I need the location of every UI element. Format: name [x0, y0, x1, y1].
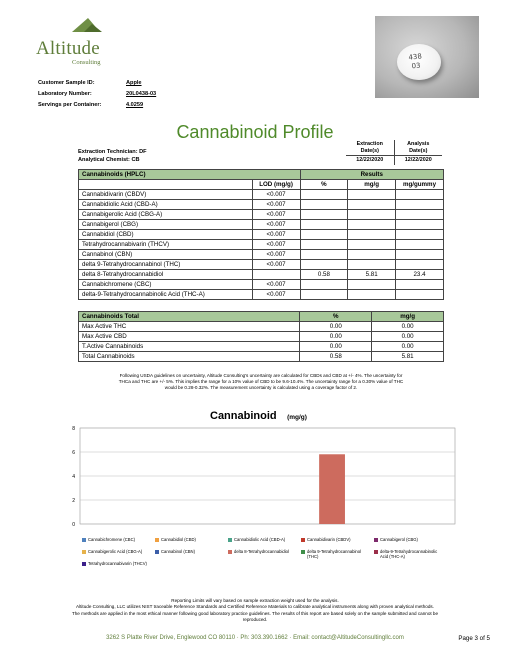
section-header: Cannabinoids (HPLC) — [79, 170, 301, 180]
analyte-name: Cannabidiolic Acid (CBD-A) — [79, 200, 253, 210]
legend-label: Cannabidiol (CBD) — [161, 537, 196, 542]
y-tick-label: 2 — [72, 498, 75, 504]
totals-row — [79, 332, 444, 342]
table-row — [79, 290, 444, 300]
lod-value: <0.007 — [252, 190, 300, 200]
legend-label: delta-9-Tetrahydrocannabinolic Acid (THC-A) — [380, 549, 438, 559]
lod-value: <0.007 — [252, 210, 300, 220]
mggummy-value — [396, 220, 444, 230]
pct-value — [300, 220, 348, 230]
pct-value — [300, 280, 348, 290]
y-tick-label: 6 — [72, 450, 75, 456]
pct-value — [300, 290, 348, 300]
table-row — [79, 220, 444, 230]
total-mgg: 0.00 — [372, 342, 444, 352]
lod-value: <0.007 — [252, 200, 300, 210]
legend-swatch — [228, 538, 232, 542]
legend-label: Cannabichromene (CBC) — [88, 537, 136, 542]
legend-item — [234, 549, 299, 554]
legend-item — [234, 537, 299, 542]
chart-unit: (mg/g) — [287, 414, 307, 421]
footer-line-3: The methods are applied in the most ethical manner following good laboratory practice guidelines. The results of this report are based solely on the sample submitted and cannot be — [71, 610, 439, 616]
cannabinoid-table — [78, 169, 444, 300]
lod-value: <0.007 — [252, 250, 300, 260]
mggummy-value — [396, 230, 444, 240]
sample-photo — [375, 16, 479, 98]
uncertainty-line-2: THCa and THC are +/- 5%. This implies the range for a 10% value of CBD to be 9.6-10.4%. The uncertainty range for a 0.30% value of THC — [118, 379, 404, 384]
legend-swatch — [82, 562, 86, 566]
totals-row — [79, 322, 444, 332]
legend-label: Cannabigerol (CBG) — [380, 537, 418, 542]
mggummy-value — [396, 190, 444, 200]
table-row — [79, 250, 444, 260]
pct-value — [300, 230, 348, 240]
footer-line-2: Altitude Consulting, LLC utilizes NIST traceable Reference Standards and Certified Reference Materials to calibrate analytical instruments along with proven analytical methods. — [76, 604, 434, 610]
footer-line-4: reproduced. — [242, 616, 268, 622]
col-name — [79, 180, 253, 190]
analyte-name: Cannabidivarin (CBDV) — [79, 190, 253, 200]
legend-swatch — [82, 550, 86, 554]
legend-item — [307, 549, 372, 559]
footer-address: 3262 S Platte River Drive, Englewood CO 80110 · Ph: 303.390.1662 · Email: contact@AltitudeConsultingllc.com — [106, 635, 404, 641]
analytical-chemist: Analytical Chemist: CB — [78, 157, 140, 163]
legend-swatch — [301, 538, 305, 542]
pct-value — [300, 260, 348, 270]
jar-label-line1: 438 — [408, 52, 423, 62]
total-name: Max Active THC — [79, 322, 300, 332]
jar-label-line2: 03 — [411, 61, 421, 71]
table-row — [79, 190, 444, 200]
chart-legend — [82, 537, 472, 587]
legend-swatch — [301, 550, 305, 554]
mggummy-value — [396, 200, 444, 210]
analysis-date-label-2: Date(s) — [409, 147, 428, 154]
y-tick-label: 8 — [72, 426, 75, 432]
mgg-value — [348, 290, 396, 300]
sample-jar — [397, 44, 441, 80]
legend-label: delta 9-Tetrahydrocannabinol (THC) — [307, 549, 362, 559]
mggummy-value — [396, 240, 444, 250]
page-number: Page 3 of 5 — [458, 635, 490, 642]
legend-swatch — [155, 538, 159, 542]
table-row — [79, 260, 444, 270]
legend-item — [307, 537, 372, 542]
analyte-name: Cannabigerolic Acid (CBG-A) — [79, 210, 253, 220]
mgg-value: 5.81 — [348, 270, 396, 280]
mgg-value — [348, 200, 396, 210]
pct-value — [300, 190, 348, 200]
legend-swatch — [82, 538, 86, 542]
analyte-name: Cannabigerol (CBG) — [79, 220, 253, 230]
table-row — [79, 210, 444, 220]
col-mggummy: mg/gummy — [396, 180, 444, 190]
legend-item — [88, 561, 153, 566]
y-tick-label: 4 — [72, 474, 75, 480]
totals-table — [78, 311, 444, 362]
lod-value: <0.007 — [252, 220, 300, 230]
legend-swatch — [374, 538, 378, 542]
col-lod: LOD (mg/g) — [252, 180, 300, 190]
lod-value — [252, 270, 300, 280]
extraction-date: 12/22/2020 — [346, 156, 394, 165]
legend-swatch — [155, 550, 159, 554]
pct-value — [300, 240, 348, 250]
totals-col-pct: % — [300, 312, 372, 322]
legend-label: Cannabigerolic Acid (CBG-A) — [88, 549, 143, 554]
totals-header: Cannabinoids Total — [79, 312, 300, 322]
mgg-value — [348, 250, 396, 260]
analyte-name: Cannabidiol (CBD) — [79, 230, 253, 240]
mgg-value — [348, 210, 396, 220]
lod-value: <0.007 — [252, 240, 300, 250]
mggummy-value: 23.4 — [396, 270, 444, 280]
legend-label: Cannabinol (CBN) — [161, 549, 195, 554]
customer-sample-id: Apple — [126, 80, 142, 86]
pct-value — [300, 250, 348, 260]
mggummy-value — [396, 290, 444, 300]
total-mgg: 0.00 — [372, 332, 444, 342]
legend-swatch — [374, 550, 378, 554]
total-mgg: 5.81 — [372, 352, 444, 362]
table-row — [79, 280, 444, 290]
extraction-date-label-2: Date(s) — [360, 147, 379, 154]
uncertainty-line-1: Following USDA guidelines on uncertainty, Altitude Consulting's uncertainty are calculated for CBDs and CBD at +/- 4%. The uncertainty for — [119, 373, 403, 378]
legend-item — [161, 537, 226, 542]
servings-value: 4.0259 — [126, 102, 144, 108]
column-header-row — [79, 180, 444, 190]
totals-col-mgg: mg/g — [372, 312, 444, 322]
legend-label: delta 8-Tetrahydrocannabidiol — [234, 549, 289, 554]
analyte-name: delta-9-Tetrahydrocannabinolic Acid (THC-A) — [79, 290, 253, 300]
mggummy-value — [396, 280, 444, 290]
total-pct: 0.00 — [300, 332, 372, 342]
mggummy-value — [396, 260, 444, 270]
legend-item — [380, 537, 445, 542]
totals-row — [79, 352, 444, 362]
extraction-date-label: Extraction — [356, 141, 383, 147]
table-row — [79, 230, 444, 240]
pct-value: 0.58 — [300, 270, 348, 280]
pct-value — [300, 200, 348, 210]
footer-notes — [0, 598, 510, 623]
total-pct: 0.00 — [300, 342, 372, 352]
dates-box — [346, 140, 442, 165]
mgg-value — [348, 220, 396, 230]
legend-item — [88, 537, 153, 542]
brand-name: Altitude — [36, 38, 100, 59]
mgg-value — [348, 190, 396, 200]
lod-value: <0.007 — [252, 230, 300, 240]
total-name: T.Active Cannabinoids — [79, 342, 300, 352]
bar-7 — [319, 454, 345, 524]
analyte-name: Cannabichromene (CBC) — [79, 280, 253, 290]
footer-line-1: Reporting Limits will vary based on sample extraction weight used for the analysis. — [171, 598, 339, 603]
lab-number-label: Laboratory Number: — [38, 91, 92, 97]
extraction-technician: Extraction Technician: DF — [78, 149, 147, 155]
legend-label: Tetrahydrocannabivarin (THCV) — [88, 561, 147, 566]
legend-item — [380, 549, 445, 559]
legend-label: Cannabidiolic Acid (CBD-A) — [234, 537, 286, 542]
pct-value — [300, 210, 348, 220]
servings-label: Servings per Container: — [38, 102, 102, 108]
table-row — [79, 270, 444, 280]
analyte-name: Tetrahydrocannabivarin (THCV) — [79, 240, 253, 250]
col-mgg: mg/g — [348, 180, 396, 190]
analyte-name: Cannabinol (CBN) — [79, 250, 253, 260]
legend-item — [161, 549, 226, 554]
chart-title-wrap — [210, 406, 307, 424]
chart-title: Cannabinoid — [210, 410, 277, 422]
col-pct: % — [300, 180, 348, 190]
total-name: Max Active CBD — [79, 332, 300, 342]
uncertainty-line-3: would be 0.28-0.32%. The measurement uncertainty is calculated using a coverage factor of 2. — [164, 385, 358, 390]
page-title: Cannabinoid Profile — [176, 122, 334, 142]
y-tick-label: 0 — [72, 522, 75, 528]
mgg-value — [348, 240, 396, 250]
legend-item — [88, 549, 153, 554]
legend-label: Cannabidivarin (CBDV) — [307, 537, 351, 542]
table-header-row — [79, 170, 444, 180]
mgg-value — [348, 280, 396, 290]
legend-swatch — [228, 550, 232, 554]
mggummy-value — [396, 250, 444, 260]
table-row — [79, 200, 444, 210]
lod-value: <0.007 — [252, 260, 300, 270]
customer-sample-id-label: Customer Sample ID: — [38, 80, 95, 86]
mgg-value — [348, 230, 396, 240]
lab-number: 20L0438-03 — [126, 91, 157, 97]
analysis-date-label: Analysis — [407, 141, 430, 147]
brand-subtitle: Consulting — [72, 59, 101, 66]
uncertainty-note — [70, 373, 452, 391]
total-mgg: 0.00 — [372, 322, 444, 332]
analyte-name: delta 9-Tetrahydrocannabinol (THC) — [79, 260, 253, 270]
table-row — [79, 240, 444, 250]
results-header: Results — [300, 170, 443, 180]
totals-row — [79, 342, 444, 352]
total-name: Total Cannabinoids — [79, 352, 300, 362]
total-pct: 0.00 — [300, 322, 372, 332]
chart-plot — [60, 424, 460, 529]
lod-value: <0.007 — [252, 280, 300, 290]
totals-header-row — [79, 312, 444, 322]
lod-value: <0.007 — [252, 290, 300, 300]
total-pct: 0.58 — [300, 352, 372, 362]
analyte-name: delta 8-Tetrahydrocannabidiol — [79, 270, 253, 280]
mgg-value — [348, 260, 396, 270]
mggummy-value — [396, 210, 444, 220]
analysis-date: 12/22/2020 — [394, 156, 442, 165]
